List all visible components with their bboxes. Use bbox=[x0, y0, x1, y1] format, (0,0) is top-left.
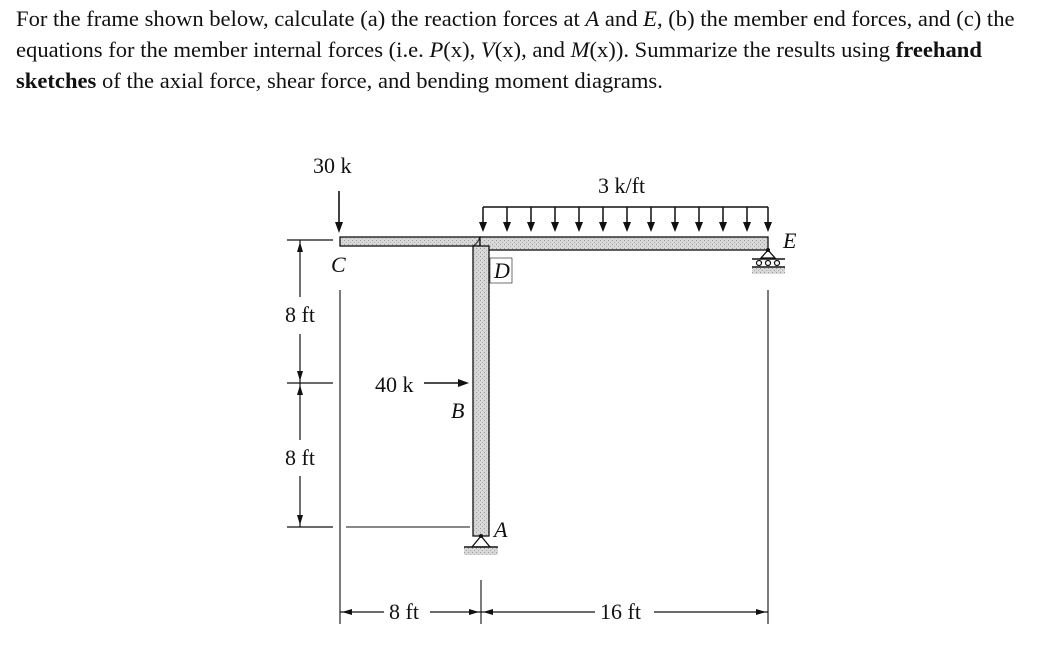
load-c-label: 30 k bbox=[313, 153, 352, 178]
dim-label-bottom: 8 ft bbox=[285, 445, 315, 470]
label-c: C bbox=[331, 252, 346, 277]
axial-arg: (x), bbox=[443, 37, 481, 62]
point-a-ref: A bbox=[585, 6, 600, 31]
point-e-ref: E bbox=[643, 6, 657, 31]
shear-symbol: V bbox=[480, 37, 495, 62]
statement-text-1: For the frame shown below, calculate (a) the reaction forces at bbox=[16, 6, 586, 31]
dim-label-ca: 8 ft bbox=[389, 599, 419, 624]
moment-arg: (x)). Summarize the results using bbox=[589, 37, 896, 62]
point-load-c-arrow bbox=[335, 191, 343, 233]
label-e: E bbox=[783, 228, 797, 253]
axial-symbol: P bbox=[429, 37, 444, 62]
distributed-load bbox=[479, 207, 772, 232]
load-b-label: 40 k bbox=[375, 372, 414, 397]
extension-lines bbox=[340, 290, 768, 624]
dim-label-top: 8 ft bbox=[285, 302, 315, 327]
point-load-b-arrow bbox=[424, 379, 469, 387]
vertical-dimension bbox=[287, 240, 333, 527]
member-cd bbox=[340, 237, 480, 246]
label-d: D bbox=[494, 258, 510, 283]
label-a: A bbox=[494, 517, 508, 542]
dim-label-ae: 16 ft bbox=[600, 599, 641, 624]
shear-arg: (x), and bbox=[494, 37, 571, 62]
moment-symbol: M bbox=[570, 37, 590, 62]
member-de bbox=[480, 237, 768, 250]
statement-text-2: , (b) the member end forces, and (c) the equations for the member internal forces (i.e. bbox=[16, 6, 1021, 62]
label-b: B bbox=[451, 398, 465, 423]
statement-text-3: of the axial force, shear force, and bending moment diagrams. bbox=[96, 68, 663, 93]
freehand-emphasis: freehand sketches bbox=[16, 37, 988, 93]
statement-and: and bbox=[599, 6, 644, 31]
member-ad bbox=[473, 246, 489, 536]
roller-support-e bbox=[752, 248, 785, 274]
distributed-load-label: 3 k/ft bbox=[598, 173, 646, 198]
pin-support-a bbox=[464, 534, 498, 555]
